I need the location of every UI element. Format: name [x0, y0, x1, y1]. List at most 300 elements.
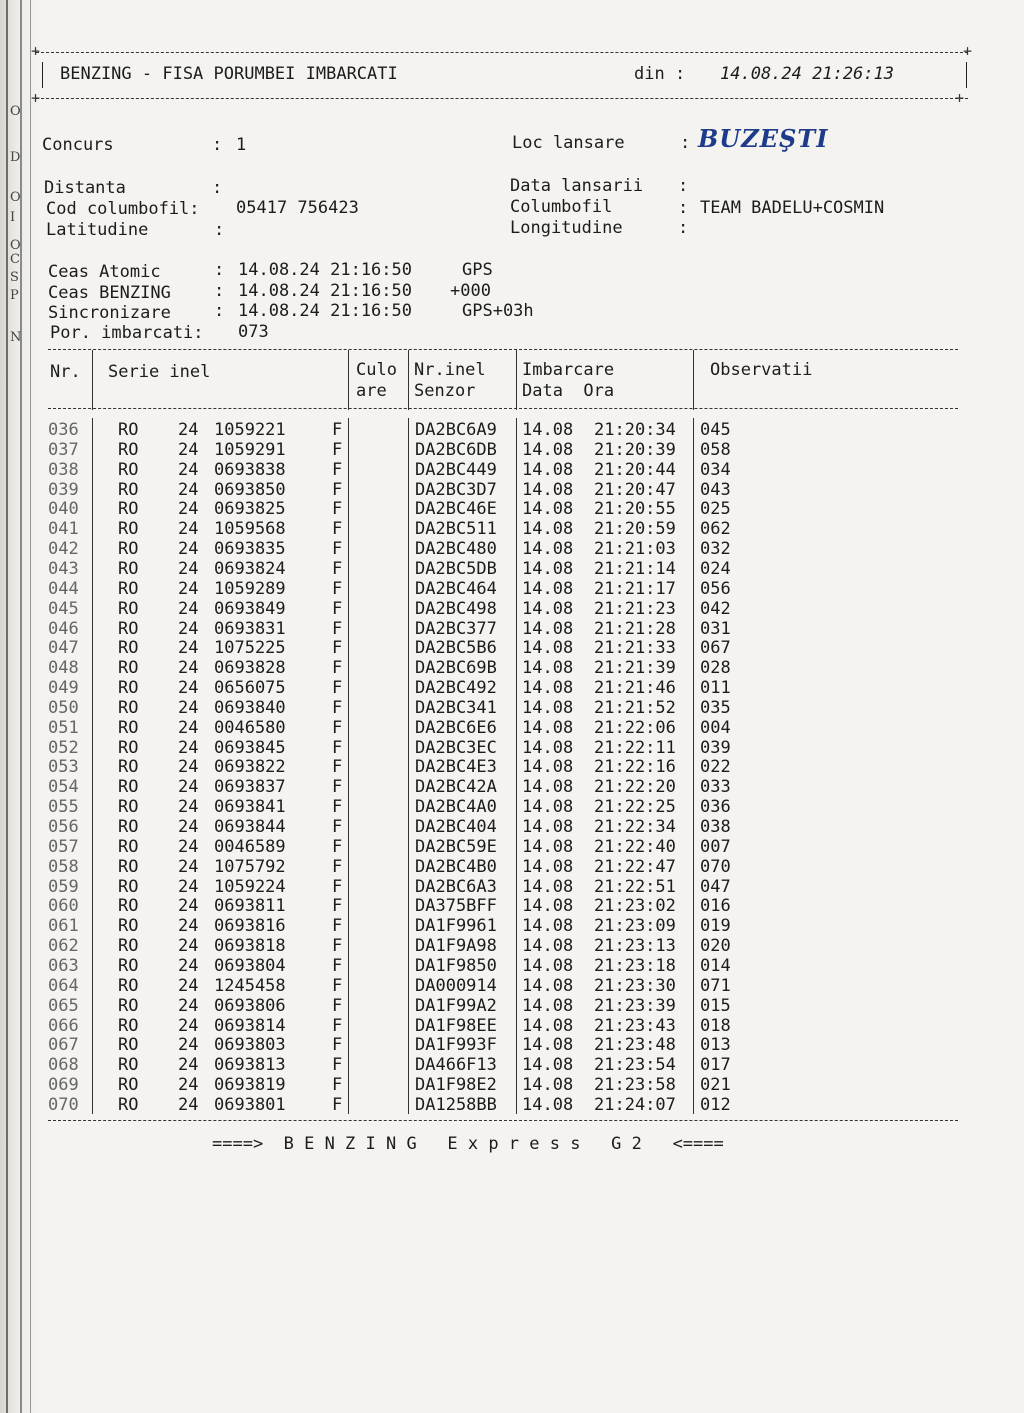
- row-nr: 054: [48, 777, 79, 798]
- col-divider: [408, 418, 409, 1114]
- table-row: [0, 896, 1024, 916]
- row-time: 21:22:06: [594, 717, 676, 738]
- row-nr: 063: [48, 955, 79, 976]
- row-year: 24: [178, 876, 199, 897]
- row-sex: F: [332, 578, 343, 599]
- row-nr: 042: [48, 539, 79, 560]
- col-divider: [92, 418, 93, 1114]
- row-date: 14.08: [522, 1055, 574, 1076]
- row-sensor: DA2BC377: [415, 618, 497, 639]
- row-sensor: DA1F993F: [415, 1035, 497, 1056]
- ceas-atomic-value: 14.08.24 21:16:50: [238, 260, 412, 280]
- table-row: [0, 619, 1024, 639]
- row-time: 21:23:48: [594, 1035, 676, 1056]
- row-observation: 018: [700, 1015, 731, 1036]
- concurs-sep: :: [212, 135, 223, 155]
- row-date: 14.08: [522, 638, 574, 659]
- binding-stub-letter: O: [10, 104, 21, 119]
- header-left-border: [42, 62, 43, 88]
- table-top-border: [48, 349, 958, 350]
- sincronizare-sep: :: [214, 301, 225, 321]
- row-year: 24: [178, 777, 199, 798]
- table-header-border: [48, 408, 958, 409]
- row-observation: 032: [700, 539, 731, 560]
- row-year: 24: [178, 1035, 199, 1056]
- data-lansarii-label: Data lansarii: [510, 176, 644, 196]
- row-year: 24: [178, 658, 199, 679]
- row-sensor: DA2BC6E6: [415, 717, 497, 738]
- row-nr: 068: [48, 1055, 79, 1076]
- row-ring-number: 0693822: [214, 757, 286, 778]
- row-date: 14.08: [522, 975, 574, 996]
- distanta-label: Distanta: [44, 178, 126, 198]
- row-observation: 035: [700, 697, 731, 718]
- row-ring-number: 1075792: [214, 856, 286, 877]
- row-observation: 012: [700, 1094, 731, 1115]
- row-ring-number: 0693804: [214, 955, 286, 976]
- row-date: 14.08: [522, 955, 574, 976]
- row-ring-number: 0693806: [214, 995, 286, 1016]
- table-row: [0, 1075, 1024, 1095]
- row-sensor: DA2BC492: [415, 678, 497, 699]
- row-ring-number: 0693840: [214, 697, 286, 718]
- row-time: 21:21:14: [594, 558, 676, 579]
- row-observation: 020: [700, 936, 731, 957]
- table-row: [0, 658, 1024, 678]
- row-ring-number: 0693801: [214, 1094, 286, 1115]
- header-senzor: Senzor: [414, 381, 476, 401]
- binding-stub-letter: O: [10, 190, 21, 205]
- binding-stub-letter: O: [10, 238, 21, 253]
- row-observation: 036: [700, 797, 731, 818]
- col-divider: [408, 350, 409, 410]
- row-nr: 049: [48, 678, 79, 699]
- table-bottom-border: [48, 1120, 958, 1121]
- corner-plus: +: [31, 42, 41, 60]
- row-year: 24: [178, 817, 199, 837]
- row-sensor: DA000914: [415, 975, 497, 996]
- row-year: 24: [178, 1015, 199, 1036]
- table-row: [0, 1055, 1024, 1075]
- table-row: [0, 440, 1024, 460]
- row-sex: F: [332, 817, 343, 837]
- row-sex: F: [332, 936, 343, 957]
- header-nr: Nr.: [50, 362, 81, 382]
- corner-plus: +: [31, 89, 41, 107]
- row-sensor: DA1F98E2: [415, 1075, 497, 1096]
- header-top-border: [36, 52, 968, 53]
- row-sex: F: [332, 618, 343, 639]
- table-row: [0, 817, 1024, 837]
- row-year: 24: [178, 896, 199, 917]
- row-year: 24: [178, 558, 199, 579]
- row-observation: 011: [700, 678, 731, 699]
- row-observation: 025: [700, 499, 731, 520]
- table-row: [0, 956, 1024, 976]
- row-country: RO: [118, 598, 139, 619]
- row-year: 24: [178, 836, 199, 857]
- binding-stub-letter: P: [10, 288, 19, 303]
- row-year: 24: [178, 697, 199, 718]
- row-observation: 033: [700, 777, 731, 798]
- row-ring-number: 0693818: [214, 936, 286, 957]
- row-sex: F: [332, 638, 343, 659]
- row-year: 24: [178, 737, 199, 758]
- row-ring-number: 0693803: [214, 1035, 286, 1056]
- ceas-atomic-label: Ceas Atomic: [48, 262, 161, 282]
- row-date: 14.08: [522, 1035, 574, 1056]
- row-ring-number: 0693849: [214, 598, 286, 619]
- row-sensor: DA2BC6A9: [415, 420, 497, 440]
- table-row: [0, 718, 1024, 738]
- row-country: RO: [118, 558, 139, 579]
- row-ring-number: 1059221: [214, 420, 286, 440]
- row-country: RO: [118, 519, 139, 540]
- row-date: 14.08: [522, 896, 574, 917]
- row-date: 14.08: [522, 499, 574, 520]
- row-sex: F: [332, 916, 343, 937]
- row-date: 14.08: [522, 439, 574, 460]
- col-divider: [516, 350, 517, 410]
- row-nr: 052: [48, 737, 79, 758]
- columbofil-label: Columbofil: [510, 197, 613, 217]
- row-country: RO: [118, 479, 139, 500]
- row-sensor: DA2BC46E: [415, 499, 497, 520]
- row-time: 21:21:52: [594, 697, 676, 718]
- row-year: 24: [178, 757, 199, 778]
- row-nr: 051: [48, 717, 79, 738]
- row-nr: 039: [48, 479, 79, 500]
- row-date: 14.08: [522, 916, 574, 937]
- row-observation: 058: [700, 439, 731, 460]
- row-country: RO: [118, 697, 139, 718]
- row-time: 21:22:47: [594, 856, 676, 877]
- row-date: 14.08: [522, 598, 574, 619]
- table-row: [0, 599, 1024, 619]
- row-observation: 004: [700, 717, 731, 738]
- row-nr: 062: [48, 936, 79, 957]
- row-date: 14.08: [522, 459, 574, 480]
- row-country: RO: [118, 459, 139, 480]
- table-row: [0, 738, 1024, 758]
- row-ring-number: 0693825: [214, 499, 286, 520]
- row-observation: 070: [700, 856, 731, 877]
- row-date: 14.08: [522, 420, 574, 440]
- row-observation: 071: [700, 975, 731, 996]
- row-time: 21:21:46: [594, 678, 676, 699]
- row-sex: F: [332, 420, 343, 440]
- table-row: [0, 579, 1024, 599]
- row-year: 24: [178, 618, 199, 639]
- sincronizare-label: Sincronizare: [48, 303, 171, 323]
- row-country: RO: [118, 975, 139, 996]
- row-time: 21:23:30: [594, 975, 676, 996]
- row-year: 24: [178, 598, 199, 619]
- row-sensor: DA2BC4E3: [415, 757, 497, 778]
- row-sex: F: [332, 896, 343, 917]
- row-sensor: DA1F9961: [415, 916, 497, 937]
- row-ring-number: 0693814: [214, 1015, 286, 1036]
- row-country: RO: [118, 658, 139, 679]
- row-date: 14.08: [522, 936, 574, 957]
- row-time: 21:21:39: [594, 658, 676, 679]
- row-nr: 060: [48, 896, 79, 917]
- row-date: 14.08: [522, 1015, 574, 1036]
- row-year: 24: [178, 578, 199, 599]
- table-row: [0, 857, 1024, 877]
- row-ring-number: 0693837: [214, 777, 286, 798]
- columbofil-sep: :: [678, 198, 689, 218]
- row-ring-number: 0693819: [214, 1075, 286, 1096]
- row-time: 21:23:43: [594, 1015, 676, 1036]
- row-ring-number: 0046589: [214, 836, 286, 857]
- row-observation: 028: [700, 658, 731, 679]
- row-ring-number: 0693835: [214, 539, 286, 560]
- row-sensor: DA2BC498: [415, 598, 497, 619]
- header-imbarcare: Imbarcare: [522, 360, 615, 380]
- row-time: 21:21:28: [594, 618, 676, 639]
- header-culoare-1: Culo: [356, 360, 397, 380]
- row-sex: F: [332, 558, 343, 579]
- table-row: [0, 499, 1024, 519]
- row-country: RO: [118, 856, 139, 877]
- row-year: 24: [178, 936, 199, 957]
- row-observation: 043: [700, 479, 731, 500]
- row-time: 21:22:40: [594, 836, 676, 857]
- row-sensor: DA2BC449: [415, 459, 497, 480]
- table-row: [0, 698, 1024, 718]
- row-sensor: DA2BC6A3: [415, 876, 497, 897]
- table-row: [0, 976, 1024, 996]
- row-country: RO: [118, 618, 139, 639]
- row-observation: 031: [700, 618, 731, 639]
- row-ring-number: 0693811: [214, 896, 286, 917]
- row-observation: 014: [700, 955, 731, 976]
- row-nr: 048: [48, 658, 79, 679]
- row-country: RO: [118, 1015, 139, 1036]
- row-time: 21:22:20: [594, 777, 676, 798]
- row-date: 14.08: [522, 1094, 574, 1115]
- header-nr-inel: Nr.inel: [414, 360, 486, 380]
- row-year: 24: [178, 797, 199, 818]
- binding-stub-letter: S: [10, 270, 19, 285]
- row-nr: 061: [48, 916, 79, 937]
- header-bottom-border: [36, 98, 968, 99]
- printed-datetime: 14.08.24 21:26:13: [720, 64, 894, 84]
- row-country: RO: [118, 955, 139, 976]
- row-sex: F: [332, 539, 343, 560]
- row-time: 21:20:44: [594, 459, 676, 480]
- row-observation: 042: [700, 598, 731, 619]
- col-divider: [693, 350, 694, 410]
- distanta-sep: :: [212, 178, 223, 198]
- col-divider: [693, 418, 694, 1114]
- row-year: 24: [178, 499, 199, 520]
- row-nr: 044: [48, 578, 79, 599]
- header-data-ora: Data Ora: [522, 381, 615, 401]
- row-time: 21:21:17: [594, 578, 676, 599]
- row-time: 21:23:13: [594, 936, 676, 957]
- row-observation: 013: [700, 1035, 731, 1056]
- row-nr: 070: [48, 1094, 79, 1115]
- row-time: 21:21:03: [594, 539, 676, 560]
- row-time: 21:20:55: [594, 499, 676, 520]
- row-time: 21:23:09: [594, 916, 676, 937]
- sincronizare-value: 14.08.24 21:16:50: [238, 301, 412, 321]
- row-country: RO: [118, 1055, 139, 1076]
- row-observation: 015: [700, 995, 731, 1016]
- row-ring-number: 0693841: [214, 797, 286, 818]
- header-observatii: Observatii: [710, 360, 813, 380]
- row-country: RO: [118, 876, 139, 897]
- row-ring-number: 1075225: [214, 638, 286, 659]
- row-date: 14.08: [522, 737, 574, 758]
- table-row: [0, 559, 1024, 579]
- row-country: RO: [118, 797, 139, 818]
- row-nr: 069: [48, 1075, 79, 1096]
- ceas-benzing-value: 14.08.24 21:16:50: [238, 281, 412, 301]
- row-date: 14.08: [522, 856, 574, 877]
- row-nr: 053: [48, 757, 79, 778]
- row-sex: F: [332, 658, 343, 679]
- row-country: RO: [118, 1075, 139, 1096]
- row-time: 21:20:39: [594, 439, 676, 460]
- table-row: [0, 420, 1024, 440]
- row-sex: F: [332, 955, 343, 976]
- row-sensor: DA2BC6DB: [415, 439, 497, 460]
- latitudine-sep: :: [214, 220, 225, 240]
- row-nr: 038: [48, 459, 79, 480]
- row-nr: 067: [48, 1035, 79, 1056]
- row-sensor: DA1F9850: [415, 955, 497, 976]
- row-observation: 024: [700, 558, 731, 579]
- row-sex: F: [332, 439, 343, 460]
- row-ring-number: 1059289: [214, 578, 286, 599]
- row-date: 14.08: [522, 658, 574, 679]
- row-sensor: DA375BFF: [415, 896, 497, 917]
- row-time: 21:21:23: [594, 598, 676, 619]
- table-row: [0, 1016, 1024, 1036]
- row-observation: 039: [700, 737, 731, 758]
- sincronizare-extra: GPS+03h: [462, 301, 534, 321]
- row-country: RO: [118, 777, 139, 798]
- row-nr: 041: [48, 519, 79, 540]
- row-ring-number: 0693824: [214, 558, 286, 579]
- row-ring-number: 1245458: [214, 975, 286, 996]
- row-sex: F: [332, 459, 343, 480]
- row-time: 21:20:34: [594, 420, 676, 440]
- row-year: 24: [178, 638, 199, 659]
- row-date: 14.08: [522, 757, 574, 778]
- row-year: 24: [178, 459, 199, 480]
- row-ring-number: 1059568: [214, 519, 286, 540]
- row-sex: F: [332, 737, 343, 758]
- row-year: 24: [178, 916, 199, 937]
- row-observation: 021: [700, 1075, 731, 1096]
- row-ring-number: 0693838: [214, 459, 286, 480]
- row-date: 14.08: [522, 797, 574, 818]
- concurs-value: 1: [236, 135, 247, 155]
- row-time: 21:24:07: [594, 1094, 676, 1115]
- row-sensor: DA2BC480: [415, 539, 497, 560]
- row-observation: 022: [700, 757, 731, 778]
- longitudine-sep: :: [678, 218, 689, 238]
- row-date: 14.08: [522, 618, 574, 639]
- row-date: 14.08: [522, 836, 574, 857]
- row-date: 14.08: [522, 876, 574, 897]
- row-ring-number: 0693844: [214, 817, 286, 837]
- row-time: 21:20:47: [594, 479, 676, 500]
- binding-stub-letter: I: [10, 210, 16, 225]
- row-sex: F: [332, 836, 343, 857]
- row-sensor: DA2BC5DB: [415, 558, 497, 579]
- row-year: 24: [178, 519, 199, 540]
- row-sensor: DA1F98EE: [415, 1015, 497, 1036]
- row-sex: F: [332, 995, 343, 1016]
- row-sex: F: [332, 717, 343, 738]
- row-country: RO: [118, 439, 139, 460]
- header-culoare-2: are: [356, 381, 387, 401]
- row-country: RO: [118, 638, 139, 659]
- row-sex: F: [332, 1035, 343, 1056]
- row-time: 21:22:34: [594, 817, 676, 837]
- row-time: 21:23:02: [594, 896, 676, 917]
- row-ring-number: 0656075: [214, 678, 286, 699]
- table-row: [0, 757, 1024, 777]
- table-row: [0, 797, 1024, 817]
- row-date: 14.08: [522, 578, 574, 599]
- row-ring-number: 0693845: [214, 737, 286, 758]
- row-date: 14.08: [522, 697, 574, 718]
- row-country: RO: [118, 499, 139, 520]
- row-observation: 016: [700, 896, 731, 917]
- table-row: [0, 1095, 1024, 1115]
- row-nr: 047: [48, 638, 79, 659]
- row-year: 24: [178, 1055, 199, 1076]
- table-row: [0, 480, 1024, 500]
- row-observation: 067: [700, 638, 731, 659]
- row-time: 21:22:11: [594, 737, 676, 758]
- row-observation: 017: [700, 1055, 731, 1076]
- row-nr: 036: [48, 420, 79, 440]
- binding-stub-letter: C: [10, 252, 20, 267]
- row-country: RO: [118, 916, 139, 937]
- row-nr: 037: [48, 439, 79, 460]
- table-row: [0, 936, 1024, 956]
- row-observation: 045: [700, 420, 731, 440]
- row-sex: F: [332, 975, 343, 996]
- row-ring-number: 0693813: [214, 1055, 286, 1076]
- row-observation: 038: [700, 817, 731, 837]
- row-sensor: DA2BC4B0: [415, 856, 497, 877]
- latitudine-label: Latitudine: [46, 220, 149, 240]
- row-time: 21:23:39: [594, 995, 676, 1016]
- concurs-label: Concurs: [42, 135, 114, 155]
- row-time: 21:23:58: [594, 1075, 676, 1096]
- table-row: [0, 539, 1024, 559]
- row-country: RO: [118, 737, 139, 758]
- row-sensor: DA2BC3EC: [415, 737, 497, 758]
- row-sex: F: [332, 1094, 343, 1115]
- row-sensor: DA2BC59E: [415, 836, 497, 857]
- table-row: [0, 1035, 1024, 1055]
- row-sex: F: [332, 757, 343, 778]
- row-ring-number: 0693828: [214, 658, 286, 679]
- row-year: 24: [178, 539, 199, 560]
- row-country: RO: [118, 539, 139, 560]
- cod-columbofil-label: Cod columbofil:: [46, 199, 200, 219]
- corner-plus: +: [963, 42, 973, 60]
